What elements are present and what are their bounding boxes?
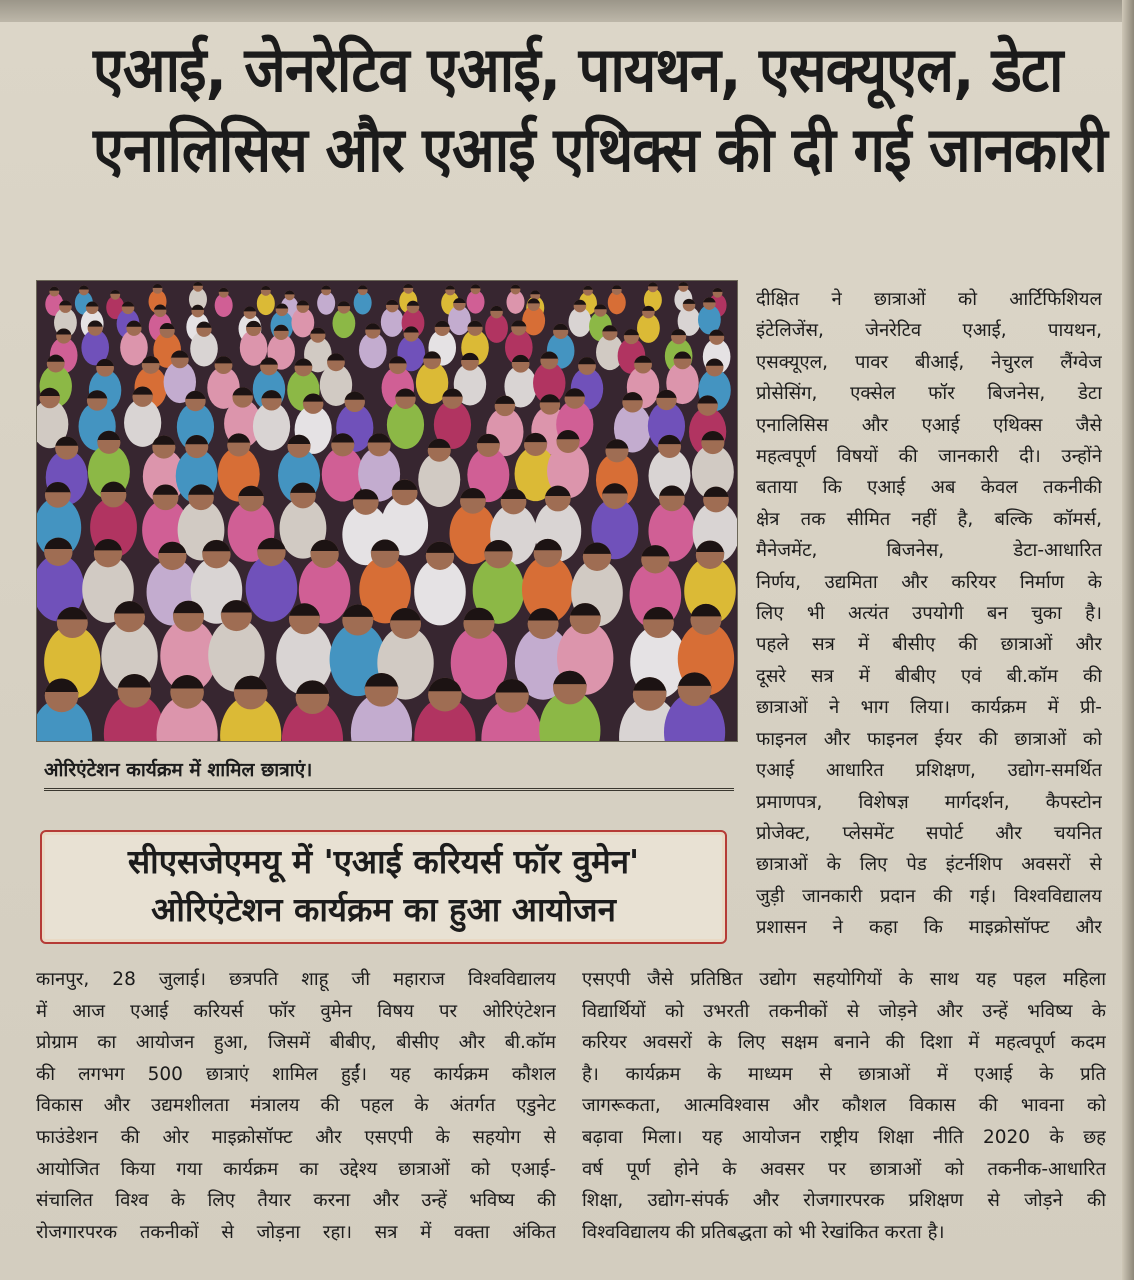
text-line: जुड़ी जानकारी प्रदान की गई। विश्वविद्यालय xyxy=(756,885,1102,907)
text-line: विद्यार्थियों को उभरती तकनीकों से जोड़ने और उन्हें भविष्य के xyxy=(582,1000,1106,1022)
text-line: कानपुर, 28 जुलाई। छत्रपति शाहू जी महाराज विश्वविद्यालय xyxy=(36,969,556,990)
audience-photo-illustration xyxy=(37,281,737,741)
text-line: प्रशासन ने कहा कि माइक्रोसॉफ्ट और xyxy=(756,917,1102,939)
bottom-right-column xyxy=(582,964,1106,1248)
text-line: दीक्षित ने छात्राओं को आर्टिफिशियल xyxy=(756,289,1102,310)
text-line: बताया कि एआई अब केवल तकनीकी xyxy=(756,477,1102,499)
text-line: एसक्यूएल, पावर बीआई, नेचुरल लैंग्वेज xyxy=(756,351,1102,373)
subheadline xyxy=(42,838,725,934)
text-line: क्षेत्र तक सीमित नहीं है, बल्कि कॉमर्स, xyxy=(756,508,1102,530)
text-line: एआई आधारित प्रशिक्षण, उद्योग-समर्थित xyxy=(756,760,1102,782)
article-right-column xyxy=(756,284,1102,944)
headline-line-2: एनालिसिस और एआई एथिक्स की दी गई जानकारी xyxy=(93,113,1107,186)
text-line: निर्णय, उद्यमिता और करियर निर्माण के xyxy=(756,571,1102,593)
photo-caption: ओरिएंटेशन कार्यक्रम में शामिल छात्राएं। xyxy=(44,752,734,789)
text-line: आयोजित किया गया कार्यक्रम का उद्देश्य छात्राओं को एआई- xyxy=(36,1158,556,1180)
text-line: वर्ष पूर्ण होने के अवसर पर छात्राओं को तकनीक-आधारित xyxy=(582,1158,1106,1180)
text-line: संचालित विश्व के लिए तैयार करना और उन्हें भविष्य की xyxy=(36,1190,556,1212)
text-line: विकास और उद्यमशीलता मंत्रालय की पहल के अंतर्गत एडुनेट xyxy=(36,1095,556,1117)
page-top-shadow xyxy=(0,0,1134,22)
text-line: शिक्षा, उद्योग-संपर्क और रोजगारपरक प्रशिक्षण से जोड़ने की xyxy=(582,1190,1106,1212)
text-line: एसएपी जैसे प्रतिष्ठित उद्योग सहयोगियों के साथ यह पहल महिला xyxy=(582,969,1106,990)
main-headline xyxy=(93,30,1107,190)
text-line: एनालिसिस और एआई एथिक्स जैसे xyxy=(756,414,1102,436)
text-line: जागरूकता, आत्मविश्वास और कौशल विकास की भावना को xyxy=(582,1095,1106,1117)
text-line: प्रोग्राम का आयोजन हुआ, जिसमें बीबीए, बीसीए और बी.कॉम xyxy=(36,1032,556,1054)
text-line: की लगभग 500 छात्राएं शामिल हुईं। यह कार्यक्रम कौशल xyxy=(36,1063,556,1085)
text-line: लिए भी अत्यंत उपयोगी बन चुका है। xyxy=(756,603,1102,625)
headline-line-1: एआई, जेनरेटिव एआई, पायथन, एसक्यूएल, डेटा xyxy=(93,33,1063,106)
text-line: है। कार्यक्रम के माध्यम से छात्राओं में एआई के प्रति xyxy=(582,1063,1106,1085)
text-line: प्रोजेक्ट, प्लेसमेंट सपोर्ट और चयनित xyxy=(756,822,1102,844)
text-line: महत्वपूर्ण विषयों की जानकारी दी। उन्होंने xyxy=(756,446,1102,468)
text-line: इंटेलिजेंस, जेनरेटिव एआई, पायथन, xyxy=(756,320,1102,342)
text-line: में आज एआई करियर्स फॉर वुमेन विषय पर ओरिएंटेशन xyxy=(36,1000,556,1022)
text-line: फाउंडेशन की ओर माइक्रोसॉफ्ट और एसएपी के सहयोग से xyxy=(36,1126,556,1148)
text-line: दूसरे सत्र में बीबीए एवं बी.कॉम की xyxy=(756,665,1102,687)
text-line: प्रोसेसिंग, एक्सेल फॉर बिजनेस, डेटा xyxy=(756,383,1102,405)
text-line: विश्वविद्यालय की प्रतिबद्धता को भी रेखांकित करता है। xyxy=(582,1221,945,1243)
text-line: पहले सत्र में बीसीए की छात्राओं और xyxy=(756,634,1102,656)
text-line: प्रमाणपत्र, विशेषज्ञ मार्गदर्शन, कैपस्टोन xyxy=(756,791,1102,813)
text-line: बढ़ावा मिला। यह आयोजन राष्ट्रीय शिक्षा नीति 2020 के छह xyxy=(582,1126,1106,1148)
text-line: मैनेजमेंट, बिजनेस, डेटा-आधारित xyxy=(756,540,1102,562)
subheadline-box xyxy=(40,830,727,944)
subheadline-line-2: ओरिएंटेशन कार्यक्रम का हुआ आयोजन xyxy=(151,890,616,929)
text-line: फाइनल और फाइनल ईयर की छात्राओं को xyxy=(756,728,1102,750)
text-line: छात्राओं ने भाग लिया। कार्यक्रम में प्री- xyxy=(756,697,1102,719)
right-column-text xyxy=(756,284,1102,944)
text-line: छात्राओं के लिए पेड इंटर्नशिप अवसरों से xyxy=(756,854,1102,876)
text-line: करियर अवसरों के लिए सक्षम बनाने की दिशा में महत्वपूर्ण कदम xyxy=(582,1032,1106,1054)
text-line: रोजगारपरक तकनीकों से जोड़ना रहा। सत्र में वक्ता अंकित xyxy=(36,1221,556,1243)
bottom-left-column xyxy=(36,964,556,1248)
news-photo xyxy=(36,280,738,742)
subheadline-line-1: सीएसजेएमयू में 'एआई करियर्स फॉर वुमेन' xyxy=(127,842,640,881)
page-right-edge xyxy=(1122,0,1134,1280)
